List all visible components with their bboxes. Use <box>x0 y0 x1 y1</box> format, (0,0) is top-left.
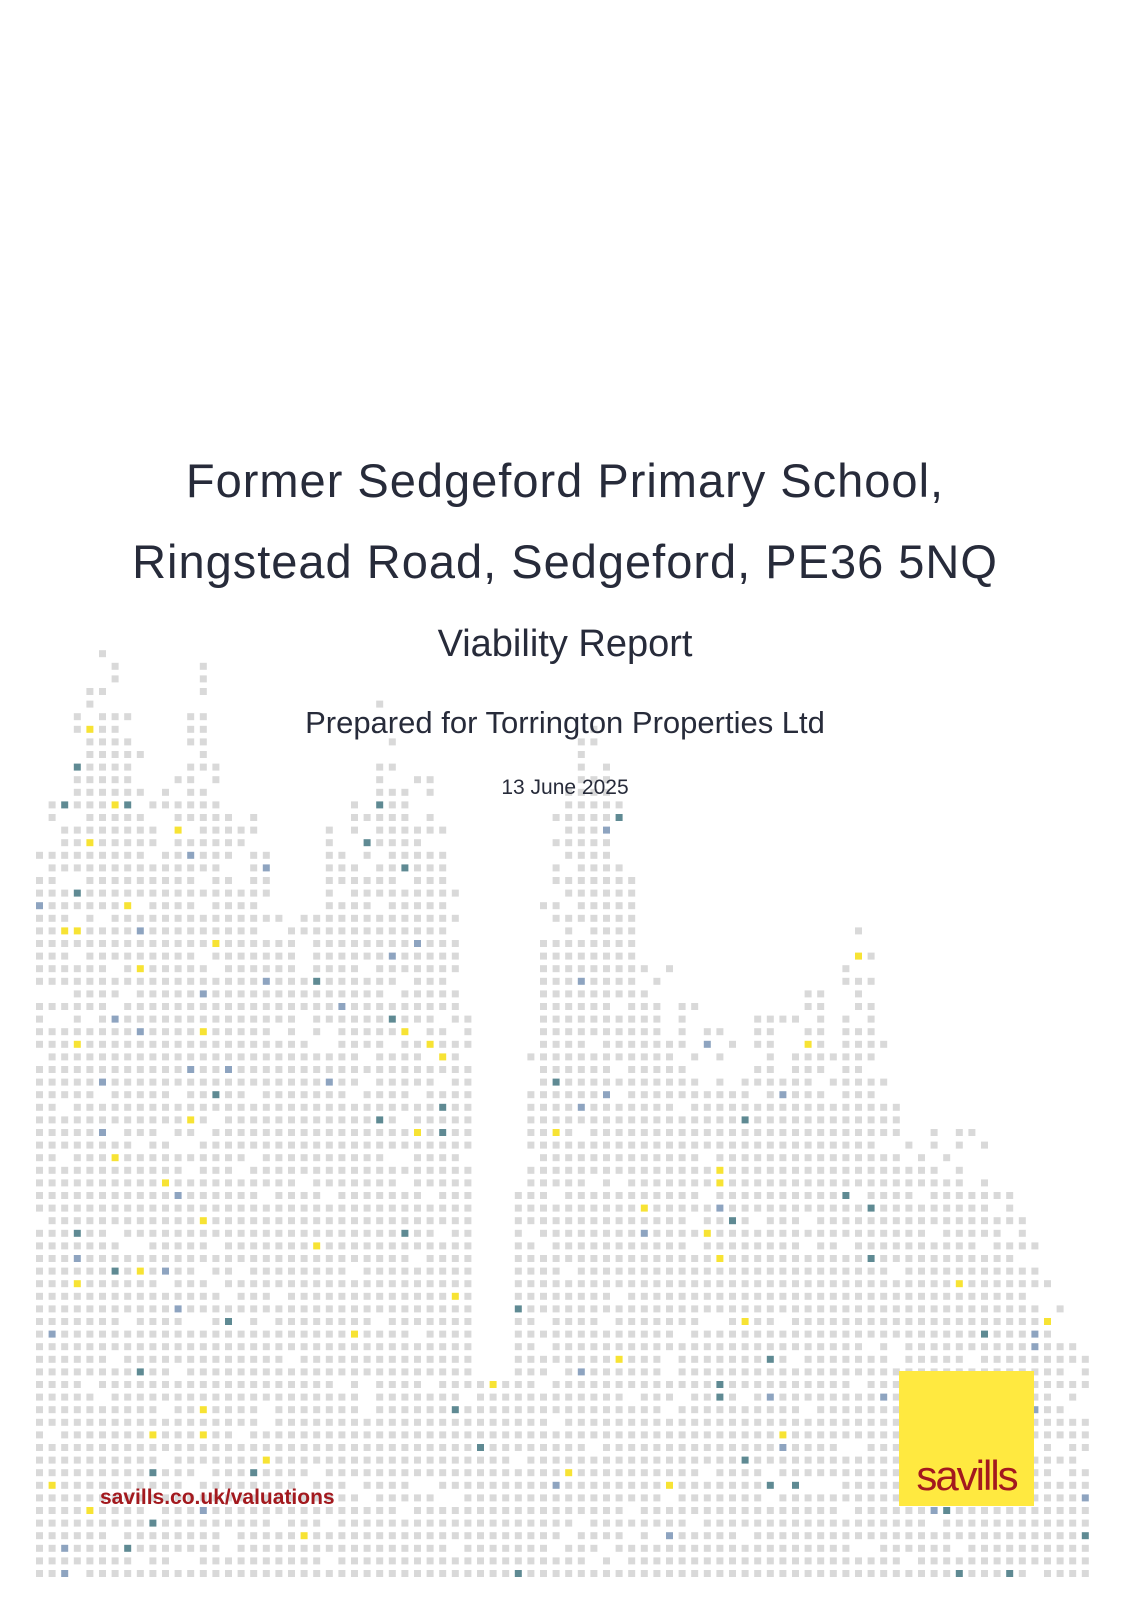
report-title-line-2: Ringstead Road, Sedgeford, PE36 5NQ <box>132 535 998 588</box>
report-date: 13 June 2025 <box>501 776 629 799</box>
savills-logo-text: savills <box>916 1452 1017 1499</box>
report-subtitle: Viability Report <box>437 623 693 665</box>
savills-logo <box>899 1371 1034 1506</box>
savills-valuations-link[interactable]: savills.co.uk/valuations <box>100 1486 335 1509</box>
report-title-line-1: Former Sedgeford Primary School, <box>185 454 945 507</box>
prepared-for-line: Prepared for Torrington Properties Ltd <box>305 705 825 740</box>
cover-title-block <box>0 440 1130 801</box>
